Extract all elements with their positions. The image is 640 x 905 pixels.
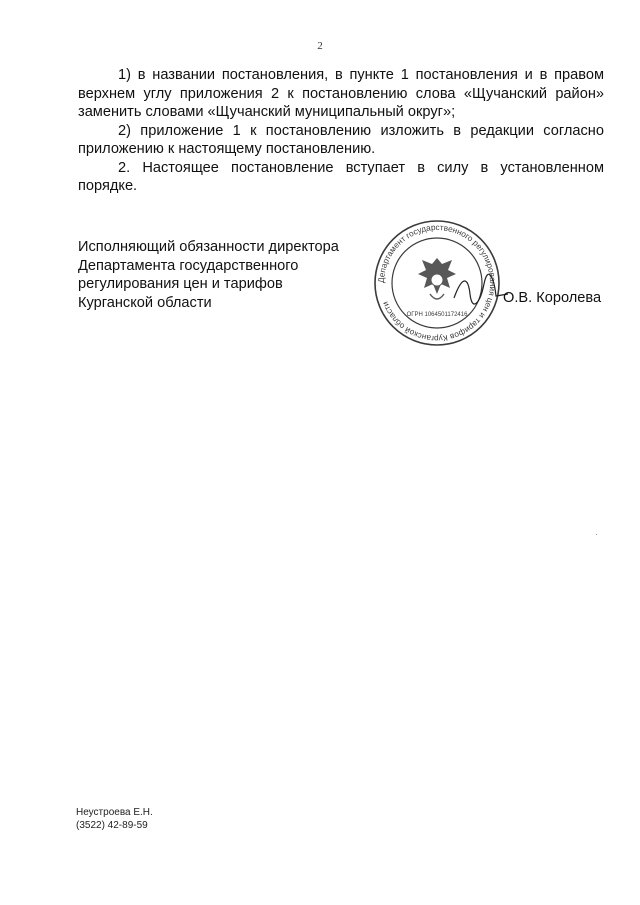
handwritten-signature	[450, 270, 510, 310]
executor-phone: (3522) 42-89-59	[76, 820, 148, 831]
position-line-1: Исполняющий обязанности директора	[78, 239, 339, 255]
position-line-4: Курганской области	[78, 294, 212, 311]
seal-outer-text-path: Департамент государственного регулирования цен и тарифов Курганской области	[376, 222, 498, 344]
position-line-3: регулирования цен и тарифов	[78, 276, 283, 292]
document-body	[78, 66, 604, 196]
paragraph-item-2: 2) приложение 1 к постановлению изложить в редакции согласно приложению к настоящему постановлению.	[78, 122, 604, 157]
signer-name: О.В. Королева	[503, 290, 602, 306]
signatory-position	[78, 238, 378, 312]
executor-name: Неустроева Е.Н.	[76, 807, 153, 818]
scan-speck	[596, 534, 597, 535]
paragraph-item-3: 2. Настоящее постановление вступает в силу в установленном порядке.	[78, 159, 604, 194]
executor-footer	[76, 806, 153, 832]
page-number: 2	[317, 40, 323, 52]
seal-inner-text: ОГРН 1064501172416	[406, 312, 468, 318]
position-line-2: Департамента государственного	[78, 257, 299, 274]
paragraph-item-1: 1) в названии постановления, в пункте 1 постановления и в правом верхнем углу приложения 2 к постановлению слова «Щучанский район» заменить словами «Щучанский муниципальный округ»;	[78, 67, 604, 120]
